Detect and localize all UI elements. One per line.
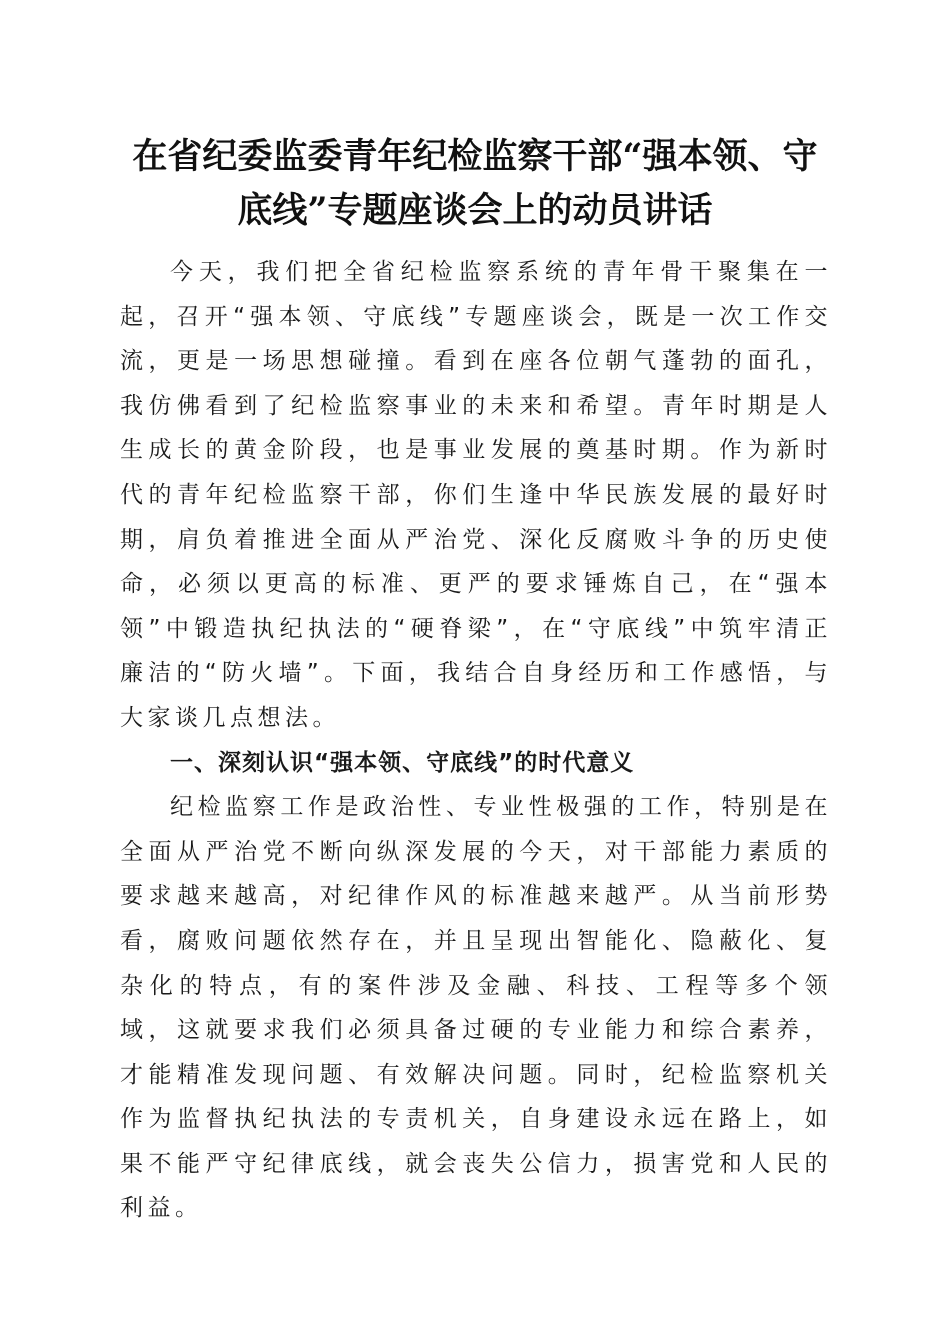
title-line-2: 底线”专题座谈会上的动员讲话 — [237, 190, 713, 231]
intro-paragraph: 今天，我们把全省纪检监察系统的青年骨干聚集在一起，召开“强本领、守底线”专题座谈会，既是一次工作交流，更是一场思想碰撞。看到在座各位朝气蓬勃的面孔，我仿佛看到了纪检监察事业的未来和希望。青年时期是人生成长的黄金阶段，也是事业发展的奠基时期。作为新时代的青年纪检监察干部，你们生逢中华民族发展的最好时期，肩负着推进全面从严治党、深化反腐败斗争的历史使命，必须以更高的标准、更严的要求锤炼自己，在“强本领”中锻造执纪执法的“硬脊梁”，在“守底线”中筑牢清正廉洁的“防火墙”。下面，我结合自身经历和工作感悟，与大家谈几点想法。 — [120, 259, 832, 731]
document-body — [120, 250, 832, 1231]
section-1-paragraph: 纪检监察工作是政治性、专业性极强的工作，特别是在全面从严治党不断向纵深发展的今天，对干部能力素质的要求越来越高，对纪律作风的标准越来越严。从当前形势看，腐败问题依然存在，并且呈现出智能化、隐蔽化、复杂化的特点，有的案件涉及金融、科技、工程等多个领域，这就要求我们必须具备过硬的专业能力和综合素养，才能精准发现问题、有效解决问题。同时，纪检监察机关作为监督执纪执法的专责机关，自身建设永远在路上，如果不能严守纪律底线，就会丧失公信力，损害党和人民的利益。 — [120, 794, 832, 1222]
title-line-1: 在省纪委监委青年纪检监察干部“强本领、守 — [132, 136, 818, 177]
section-heading-1: 一、深刻认识“强本领、守底线”的时代意义 — [170, 749, 635, 776]
document-title — [110, 130, 840, 238]
